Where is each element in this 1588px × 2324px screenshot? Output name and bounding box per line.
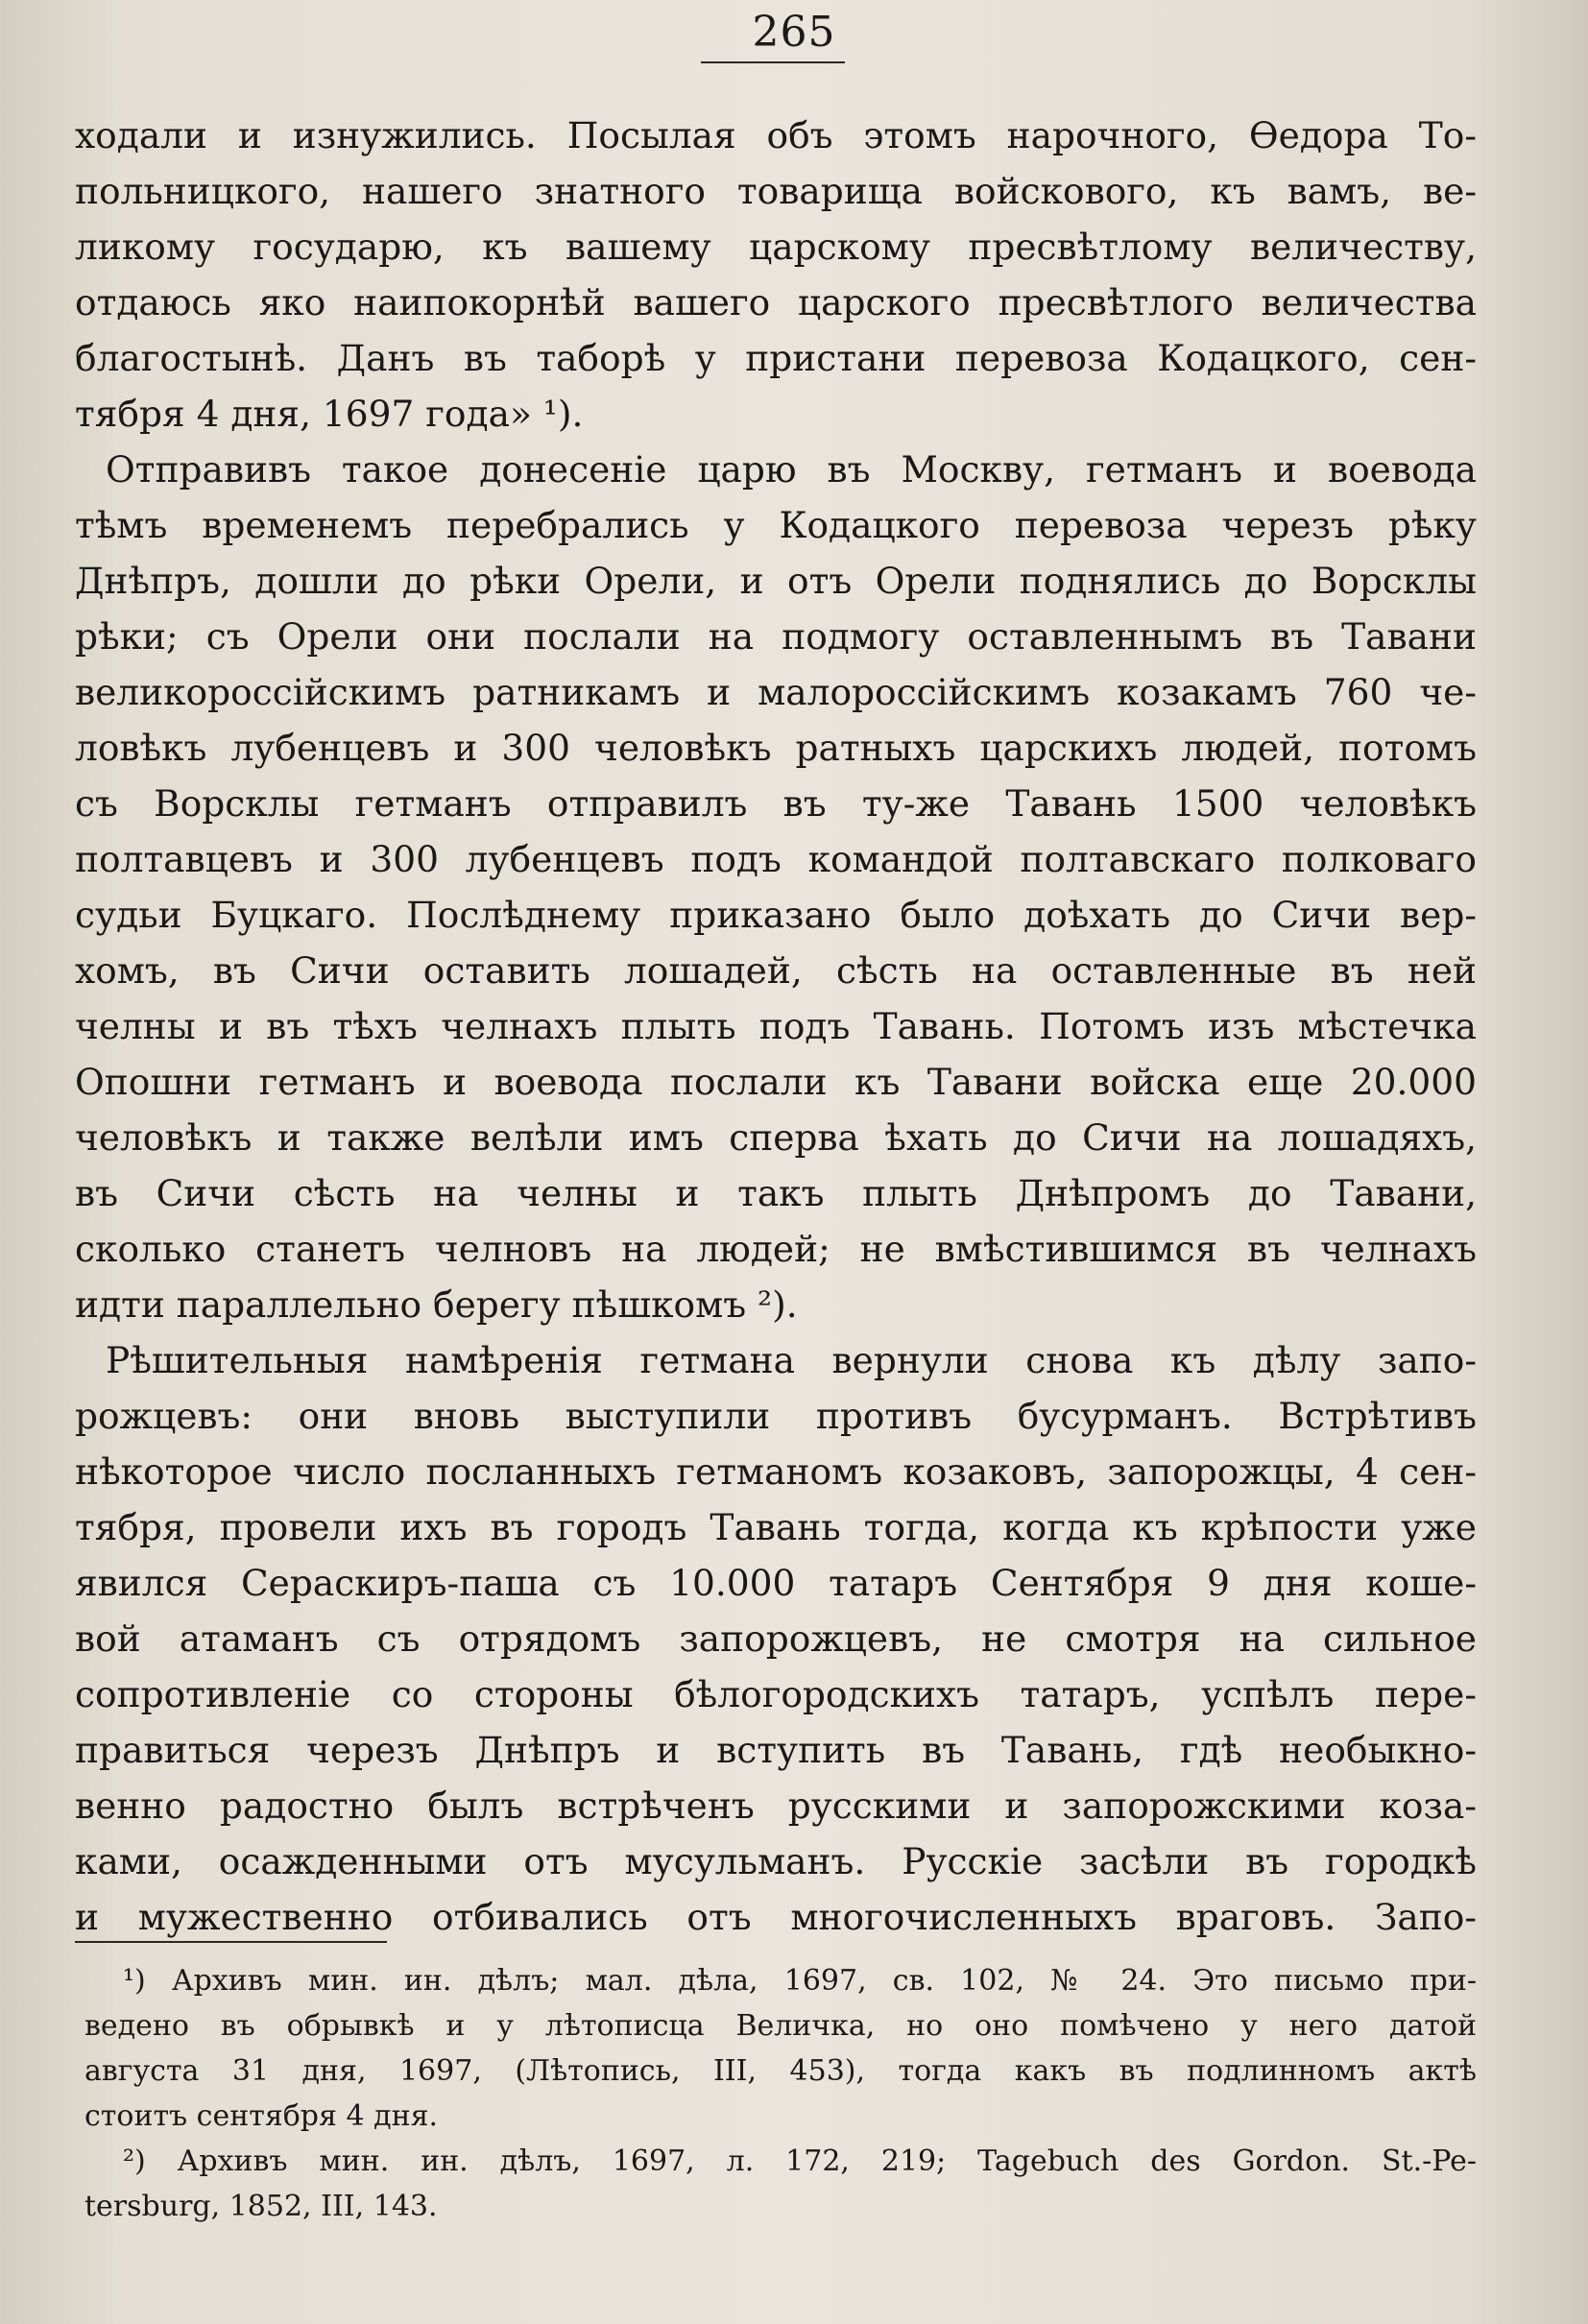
footnotes xyxy=(84,1958,1477,2229)
text-line: рѣки; съ Орели они послали на подмогу оставленнымъ въ Тавани xyxy=(75,615,1477,658)
text-line: отдаюсь яко наипокорнѣй вашего царского пресвѣтлого величества xyxy=(75,281,1477,323)
page-number: 265 xyxy=(752,8,836,57)
text-line: челны и въ тѣхъ челнахъ плыть подъ Тавань. Потомъ изъ мѣстечка xyxy=(75,1005,1477,1047)
text-line: правиться черезъ Днѣпръ и вступить въ Тавань, гдѣ необыкно- xyxy=(75,1729,1477,1771)
body-text xyxy=(75,108,1477,1945)
text-line: хомъ, въ Сичи оставить лошадей, сѣсть на оставленные въ ней xyxy=(75,949,1477,992)
text-line: судьи Буцкаго. Послѣднему приказано было доѣхать до Сичи вер- xyxy=(75,894,1477,936)
text-line: ками, осажденными отъ мусульманъ. Русскіе засѣли въ городкѣ xyxy=(75,1840,1477,1882)
footnote-line: стоитъ сентября 4 дня. xyxy=(84,2099,439,2133)
footnote-rule xyxy=(75,1941,387,1943)
text-line: польницкого, нашего знатного товарища войскового, къ вамъ, ве- xyxy=(75,170,1477,212)
text-line: сколько станетъ челновъ на людей; не вмѣстившимся въ челнахъ xyxy=(75,1228,1477,1270)
text-line: вой атаманъ съ отрядомъ запорожцевъ, не смотря на сильное xyxy=(75,1617,1477,1660)
text-line: явился Сераскиръ-паша съ 10.000 татаръ Сентября 9 дня коше- xyxy=(75,1562,1477,1604)
text-line: съ Ворсклы гетманъ отправилъ въ ту-же Тавань 1500 человѣкъ xyxy=(75,782,1477,825)
text-line: ходали и изнужились. Посылая объ этомъ нарочного, Ѳедора То- xyxy=(75,114,1477,156)
text-line: тября, провели ихъ въ городъ Тавань тогда, когда къ крѣпости уже xyxy=(75,1506,1477,1548)
text-line: ловѣкъ лубенцевъ и 300 человѣкъ ратныхъ царскихъ людей, потомъ xyxy=(75,727,1477,769)
footnote-line: ²) Архивъ мин. ин. дѣлъ, 1697, л. 172, 219; Tagebuch des Gordon. St.-Pe- xyxy=(123,2144,1477,2178)
text-line: благостынѣ. Данъ въ таборѣ у пристани перевоза Кодацкого, сен- xyxy=(75,337,1477,379)
footnote-line: tersburg, 1852, III, 143. xyxy=(84,2190,438,2223)
text-line: рожцевъ: они вновь выступили противъ бусурманъ. Встрѣтивъ xyxy=(75,1395,1477,1437)
header-rule xyxy=(701,61,845,63)
footnote-line: ¹) Архивъ мин. ин. дѣлъ; мал. дѣла, 1697, св. 102, № 24. Это письмо при- xyxy=(123,1964,1477,1998)
text-line: идти параллельно берегу пѣшкомъ ²). xyxy=(75,1283,798,1326)
text-line: тября 4 дня, 1697 года» ¹). xyxy=(75,393,584,435)
text-line: сопротивленіе со стороны бѣлогородскихъ татаръ, успѣлъ пере- xyxy=(75,1673,1477,1715)
text-line: и мужественно отбивались отъ многочисленныхъ враговъ. Запо- xyxy=(75,1896,1477,1938)
text-line: венно радостно былъ встрѣченъ русскими и запорожскими коза- xyxy=(75,1785,1477,1827)
text-line: въ Сичи сѣсть на челны и такъ плыть Днѣпромъ до Тавани, xyxy=(75,1172,1477,1214)
text-line: тѣмъ временемъ перебрались у Кодацкого перевоза черезъ рѣку xyxy=(75,504,1477,546)
text-line: Отправивъ такое донесеніе царю въ Москву, гетманъ и воевода xyxy=(106,448,1477,491)
text-line: ликому государю, къ вашему царскому пресвѣтлому величеству, xyxy=(75,226,1477,268)
text-line: Рѣшительныя намѣренія гетмана вернули снова къ дѣлу запо- xyxy=(106,1339,1477,1381)
footnote-line: ведено въ обрывкѣ и у лѣтописца Величка, но оно помѣчено у него датой xyxy=(84,2009,1477,2043)
text-line: Днѣпръ, дошли до рѣки Орели, и отъ Орели поднялись до Ворсклы xyxy=(75,560,1477,602)
text-line: полтавцевъ и 300 лубенцевъ подъ командой полтавскаго полковаго xyxy=(75,838,1477,880)
text-line: великороссійскимъ ратникамъ и малороссійскимъ козакамъ 760 че- xyxy=(75,671,1477,713)
text-line: нѣкоторое число посланныхъ гетманомъ козаковъ, запорожцы, 4 сен- xyxy=(75,1450,1477,1493)
footnote-line: августа 31 дня, 1697, (Лѣтопись, III, 453), тогда какъ въ подлинномъ актѣ xyxy=(84,2054,1477,2088)
text-line: Опошни гетманъ и воевода послали къ Тавани войска еще 20.000 xyxy=(75,1061,1477,1103)
text-line: человѣкъ и также велѣли имъ сперва ѣхать до Сичи на лошадяхъ, xyxy=(75,1116,1477,1159)
